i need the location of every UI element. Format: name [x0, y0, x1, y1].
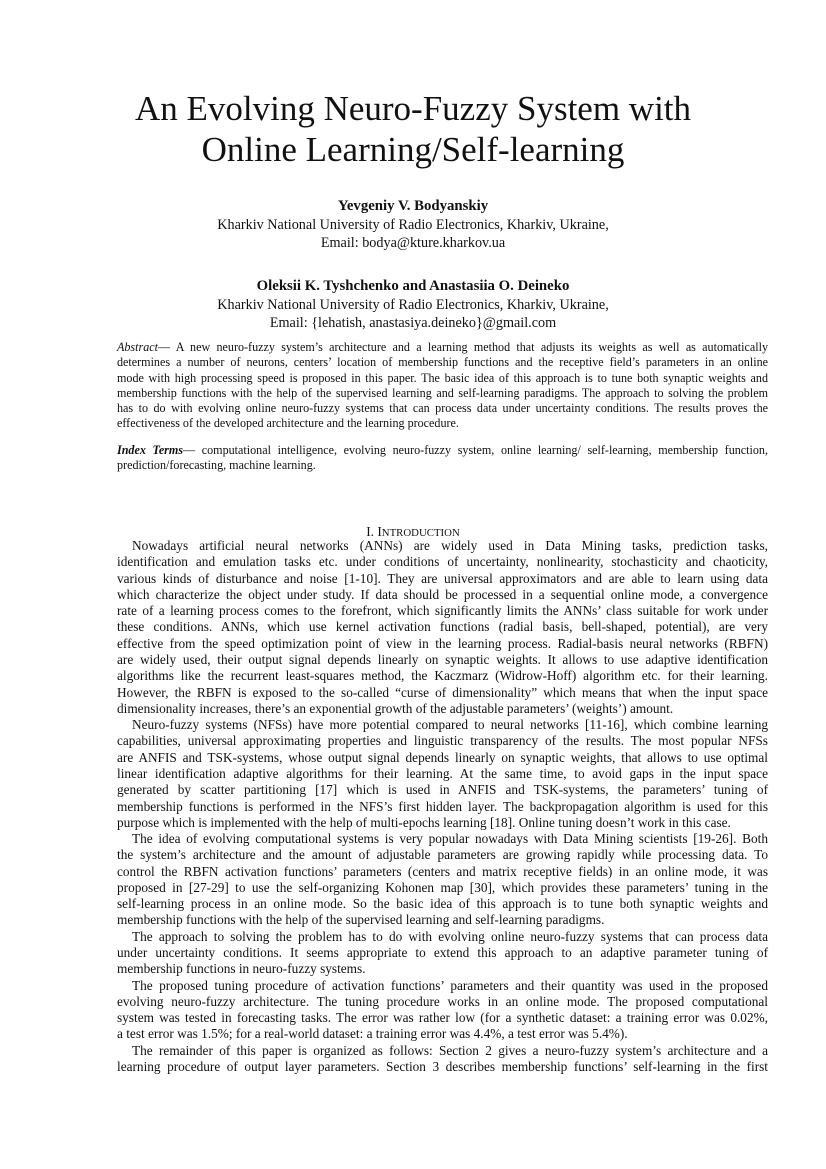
text-line [117, 371, 768, 386]
lead-label: Index Terms [117, 443, 184, 457]
text-line: capabilities, universal approximating properties and linguistic transparency of the results. The most popular NFSs [117, 733, 768, 749]
text-line: Neuro-fuzzy systems (NFSs) have more potential compared to neural networks [11-16], which combine learning [132, 717, 768, 733]
paragraph [117, 538, 768, 717]
text-line: However, the RBFN is exposed to the so-called “curse of dimensionality” which means that when the input space [117, 684, 768, 700]
line-text: determines a number of neurons, centers’ location of membership functions and the receptive field’s parameters in an online [117, 355, 768, 370]
text-line [117, 443, 768, 458]
text-line [117, 416, 768, 431]
text-line: algorithms like the recurrent least-squares method, the Kaczmarz (Widrow-Hoff) algorithm etc. for their learning. [117, 668, 768, 684]
paragraph [117, 717, 768, 831]
paper-title [0, 88, 826, 170]
body-text [117, 538, 768, 1075]
text-line: generated by scatter partitioning [17] which is used in ANFIS and TSK-systems, the parameters’ tuning of [117, 782, 768, 798]
text-line: The approach to solving the problem has to do with evolving online neuro-fuzzy systems that can process data [132, 928, 768, 944]
lead-label: Abstract [117, 340, 158, 354]
paragraph [117, 978, 768, 1043]
text-line: effective from the speed optimization point of view in the learning process. Radial-basis neural networks (RBFN) [117, 635, 768, 651]
paragraph [117, 1043, 768, 1076]
text-line: The proposed tuning procedure of activation functions’ parameters and their quantity was used in the proposed [132, 977, 768, 993]
text-line [117, 340, 768, 355]
text-line: under uncertainty conditions. It seems appropriate to extend this approach to an adaptive parameter tuning of [117, 945, 768, 961]
text-line: system was tested in forecasting tasks. The error was rather low (for a synthetic dataset: a training error was 0.02%, [117, 1010, 768, 1026]
line-text: membership functions with the help of the supervised learning and self-learning paradigms. The approach to solving the problem [117, 385, 768, 400]
line-text: — computational intelligence, evolving neuro-fuzzy system, online learning/ self-learning, membership function, [183, 443, 768, 457]
title-line: An Evolving Neuro-Fuzzy System with [134, 89, 692, 128]
text-line: The idea of evolving computational systems is very popular nowadays with Data Mining scientists [19-26]. Both [132, 831, 768, 847]
text-line: membership functions is performed in the NFS’s first hidden layer. The backpropagation algorithm is used for this [117, 798, 768, 814]
paragraph [117, 831, 768, 929]
text-line: which characterize the object under study. If data should be processed in a sequential online mode, a convergence [117, 586, 768, 602]
text-line: self-learning process in an online mode. So the basic idea of this approach is to tune both synaptic weights and [117, 896, 768, 912]
text-line: learning procedure of output layer parameters. Section 3 describes membership functions’ self-learning in the first [117, 1059, 768, 1074]
author-name: Yevgeniy V. Bodyanskiy [337, 198, 489, 214]
text-line: membership functions with the help of the supervised learning and self-learning paradigms. [117, 912, 605, 928]
text-line: linear identification adaptive algorithms for their learning. At the same time, to avoid gaps in the input space [117, 765, 768, 781]
text-line: Nowadays artificial neural networks (ANNs) are widely used in Data Mining tasks, prediction tasks, [132, 538, 768, 553]
text-line: control the RBFN activation functions’ parameters (centers and matrix receptive fields) in an online mode, it was [117, 863, 768, 879]
author-affiliation: Kharkiv National University of Radio Electronics, Kharkiv, Ukraine, [217, 296, 609, 313]
text-line: The remainder of this paper is organized as follows: Section 2 gives a neuro-fuzzy system’s architecture and a [132, 1042, 768, 1058]
author-affiliation: Kharkiv National University of Radio Electronics, Kharkiv, Ukraine, [217, 216, 609, 233]
text-line: proposed in [27-29] to use the self-organizing Kohonen map [30], which provides these parameters’ tuning in the [117, 879, 768, 895]
text-line: are widely used, their output signal depends linearly on synaptic weights. It allows to use adaptive identification [117, 651, 768, 667]
line-text: prediction/forecasting, machine learning. [117, 458, 316, 473]
section-number: I. I [366, 524, 382, 539]
line-text: mode with high processing speed is proposed in this paper. The basic idea of this approach is to tune both synaptic weights and [117, 370, 768, 385]
author-email: Email: bodya@kture.kharkov.ua [320, 235, 506, 251]
text-line [117, 386, 768, 401]
text-line: purpose which is implemented with the help of multi-epochs learning [18]. Online tuning doesn’t work in this case. [117, 814, 731, 830]
index-terms [117, 443, 768, 474]
text-line: membership functions in neuro-fuzzy systems. [117, 961, 366, 977]
line-text: — A new neuro-fuzzy system’s architecture and a learning method that adjusts its weights as well as automatically [157, 340, 768, 354]
line-text: effectiveness of the developed architecture and the learning procedure. [117, 416, 459, 431]
text-line: rate of a learning process comes to the forefront, which significantly limits the ANNs’ class suitable for work under [117, 603, 768, 619]
title-line: Online Learning/Self-learning [201, 130, 625, 169]
text-line: evolving neuro-fuzzy architecture. The tuning procedure works in an online mode. The proposed computational [117, 993, 768, 1009]
paragraph [117, 929, 768, 978]
author-email: Email: {lehatish, anastasiya.deineko}@gmail.com [269, 315, 557, 331]
text-line: various kinds of disturbance and noise [1-10]. They are universal approximators and are able to learn using data [117, 570, 768, 586]
text-line: the system’s architecture and the amount of adjustable parameters are growing rapidly while processing data. To [117, 847, 768, 863]
section-title: NTRODUCTION [381, 527, 460, 539]
text-line: dimensionality increases, there’s an exponential growth of the adjustable parameters’ (weights’) amount. [117, 700, 674, 716]
text-line [117, 401, 768, 416]
text-line: are ANFIS and TSK-systems, whose output signal depends linearly on synaptic weights, that allows to use optimal [117, 749, 768, 765]
text-line [117, 355, 768, 370]
text-line [117, 458, 768, 473]
line-text: has to do with evolving online neuro-fuzzy systems that can process data under uncertainty conditions. The results proves the [117, 401, 768, 416]
text-line: identification and emulation tasks etc. under conditions of uncertainty, nonlinearity, stochasticity and chaoticity, [117, 554, 768, 570]
author-name: Oleksii K. Tyshchenko and Anastasiia O. Deineko [256, 278, 570, 294]
abstract [117, 340, 768, 432]
text-line: a test error was 1.5%; for a real-world dataset: a training error was 4.4%, a test error was 5.4%). [117, 1026, 628, 1042]
text-line: these conditions. ANNs, which use kernel activation functions (radial basis, bell-shaped, potential), are very [117, 619, 768, 635]
author-block [0, 197, 826, 253]
author-block [0, 277, 826, 333]
